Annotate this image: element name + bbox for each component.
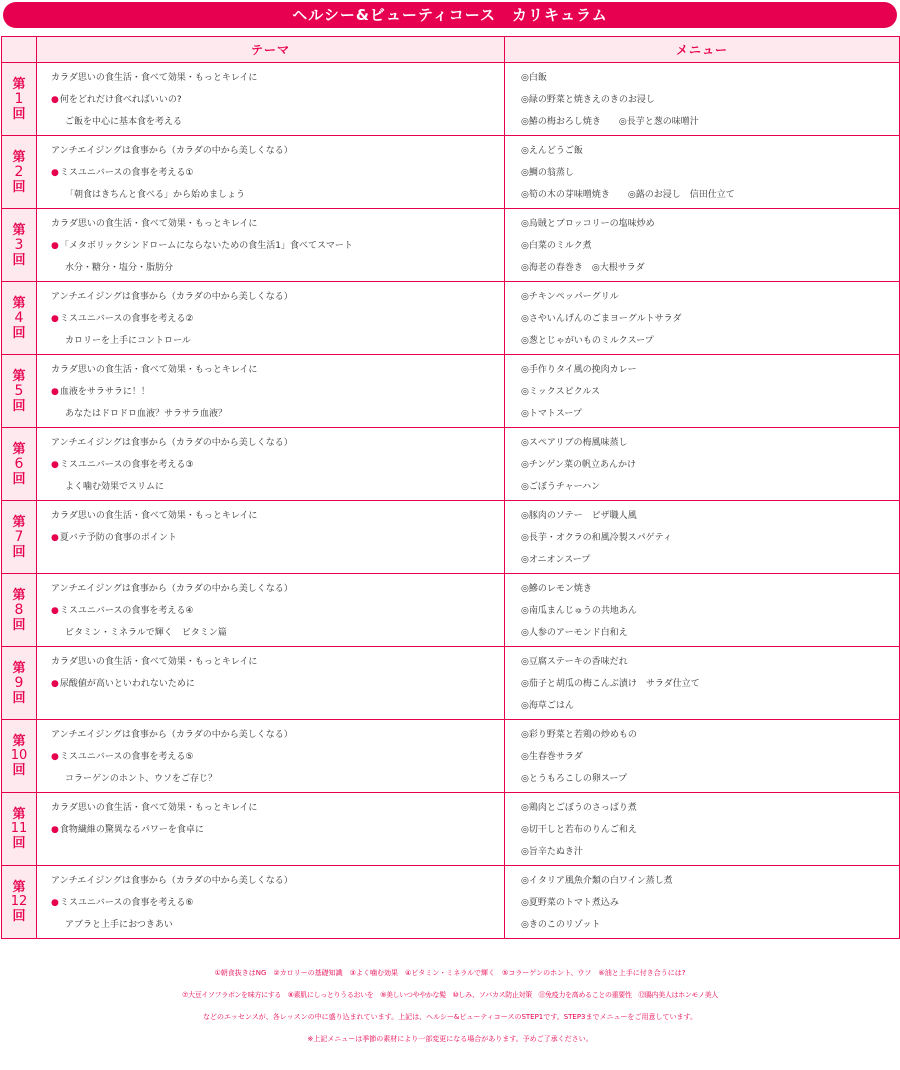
theme-category: アンチエイジングは食事から（カラダの中から美しくなる） — [51, 730, 293, 740]
menu-item: ◎切干しと若布のりんご和え — [521, 825, 637, 835]
lesson-number-suffix: 回 — [12, 909, 26, 924]
menu-item: ◎さやいんげんのごまヨーグルトサラダ — [521, 314, 682, 324]
lesson-row — [2, 647, 900, 720]
lesson-number-suffix: 回 — [12, 471, 26, 487]
lesson-theme — [37, 574, 505, 647]
lesson-theme — [37, 428, 505, 501]
menu-item: ◎えんどうご飯 — [521, 146, 583, 156]
lesson-number-prefix: 第 — [12, 441, 26, 457]
lesson-menu — [505, 63, 900, 136]
theme-category: アンチエイジングは食事から（カラダの中から美しくなる） — [51, 438, 293, 448]
lesson-menu — [505, 428, 900, 501]
menu-item: ◎夏野菜のトマト煮込み — [521, 898, 619, 908]
theme-topic: ●ミスユニバースの食事を考える② — [51, 314, 194, 324]
lesson-menu — [505, 355, 900, 428]
lesson-row — [2, 355, 900, 428]
lesson-number-prefix: 第 — [12, 660, 26, 676]
theme-topic: ●ミスユニバースの食事を考える⑤ — [51, 752, 194, 762]
lesson-number-prefix: 第 — [12, 807, 26, 822]
footnote-line: ※上記メニューは季節の素材により一部変更になる場合があります。予めご了承ください。 — [307, 1035, 593, 1043]
menu-item: ◎手作りタイ風の挽肉カレー — [521, 365, 637, 375]
theme-topic: ●尿酸値が高いといわれないために — [51, 679, 195, 689]
theme-topic: ●「メタボリックシンドロームにならないための食生活1」食べてスマート — [51, 241, 353, 251]
course-title: ヘルシー&ビューティコース カリキュラム — [292, 6, 608, 24]
footnote-line: ⑦大豆イソフラボンを味方にする ⑧素肌にしっとりうるおいを ⑨美しいつややかな髪 ⑩しみ、ソバカス防止対策 ⑪免疫力を高めることの重要性 ⑫腸内美人はホンモノ美人 — [182, 991, 718, 999]
theme-detail: ご飯を中心に基本食を考える — [65, 117, 183, 127]
menu-item: ◎南瓜まんじゅうの共地あん — [521, 606, 637, 616]
bullet-icon: ● — [51, 825, 59, 835]
bullet-icon: ● — [51, 387, 59, 397]
theme-category: カラダ思いの食生活・食べて効果・もっとキレイに — [51, 73, 258, 83]
theme-category: アンチエイジングは食事から（カラダの中から美しくなる） — [51, 876, 293, 886]
lesson-number-digit: 1 — [14, 90, 24, 107]
menu-item: ◎ミックスピクルス — [521, 387, 601, 397]
menu-item: ◎オニオンスープ — [521, 555, 591, 565]
lesson-theme — [37, 793, 505, 866]
menu-item: ◎白飯 — [521, 73, 547, 83]
footnote-line: ①朝食抜きはNG ②カロリーの基礎知識 ③よく噛む効果 ④ビタミン・ミネラルで輝く ⑤コラーゲンのホント、ウソ ⑥油と上手に付き合うには? — [214, 969, 686, 977]
menu-item: ◎イタリア風魚介類の白ワイン蒸し煮 — [521, 876, 673, 886]
lesson-number-suffix: 回 — [12, 398, 26, 414]
lesson-number-suffix: 回 — [12, 763, 26, 778]
menu-item: ◎白菜のミルク煮 — [521, 241, 592, 251]
lesson-number-digit: 2 — [14, 163, 24, 180]
lesson-number-digit: 12 — [10, 894, 28, 909]
lesson-number — [2, 866, 37, 939]
lesson-number-digit: 11 — [10, 821, 28, 836]
lesson-theme — [37, 720, 505, 793]
lesson-row — [2, 282, 900, 355]
theme-topic: ●食物繊維の驚異なるパワーを食卓に — [51, 825, 204, 835]
lesson-row — [2, 793, 900, 866]
header-theme: テーマ — [37, 37, 505, 63]
lesson-number — [2, 209, 37, 282]
menu-item: ◎チンゲン菜の帆立あんかけ — [521, 460, 637, 470]
bullet-icon: ● — [51, 606, 59, 616]
menu-item: ◎鰆の梅おろし焼き ◎長芋と葱の味噌汁 — [521, 117, 699, 127]
lesson-number — [2, 647, 37, 720]
menu-item: ◎茄子と胡瓜の梅こんぶ漬け サラダ仕立て — [521, 679, 700, 689]
lesson-menu — [505, 501, 900, 574]
header-corner — [2, 37, 37, 63]
theme-detail: コラーゲンのホント、ウソをご存じ？ — [65, 774, 218, 784]
menu-item: ◎鶏肉とごぼうのさっぱり煮 — [521, 803, 637, 813]
lesson-number-prefix: 第 — [12, 222, 26, 238]
theme-topic: ●ミスユニバースの食事を考える⑥ — [51, 898, 194, 908]
bullet-icon: ● — [51, 168, 59, 178]
lesson-number — [2, 282, 37, 355]
menu-item: ◎豚肉のソテー ピザ職人風 — [521, 511, 637, 521]
lesson-number — [2, 355, 37, 428]
lesson-row — [2, 428, 900, 501]
lesson-number-prefix: 第 — [12, 149, 26, 165]
theme-detail: 水分・糖分・塩分・脂肪分 — [65, 263, 174, 273]
lesson-number-digit: 7 — [14, 528, 24, 545]
bullet-icon: ● — [51, 533, 59, 543]
lesson-number-suffix: 回 — [12, 544, 26, 560]
lesson-number — [2, 136, 37, 209]
menu-item: ◎緑の野菜と焼きえのきのお浸し — [521, 95, 655, 105]
menu-item: ◎彩り野菜と若鶏の炒めもの — [521, 730, 637, 740]
lesson-number — [2, 793, 37, 866]
lesson-theme — [37, 866, 505, 939]
lesson-number-prefix: 第 — [12, 734, 26, 749]
menu-item: ◎海老の春巻き ◎大根サラダ — [521, 263, 645, 273]
lesson-number-suffix: 回 — [12, 252, 26, 268]
menu-item: ◎鰺のレモン焼き — [521, 584, 592, 594]
table-header-row — [2, 37, 900, 63]
lesson-number-suffix: 回 — [12, 617, 26, 633]
menu-item: ◎旨辛たぬき汁 — [521, 847, 583, 857]
bullet-icon: ● — [51, 95, 59, 105]
theme-detail: 「朝食はきちんと食べる」から始めましょう — [65, 190, 246, 200]
menu-item: ◎長芋・オクラの和風冷製スパゲティ — [521, 533, 672, 543]
lesson-number-suffix: 回 — [12, 106, 26, 122]
lesson-row — [2, 209, 900, 282]
theme-detail: よく噛む効果でスリムに — [65, 482, 165, 492]
lesson-number-digit: 4 — [14, 309, 24, 326]
lesson-theme — [37, 647, 505, 720]
lesson-number-suffix: 回 — [12, 836, 26, 851]
lesson-number-digit: 3 — [14, 236, 24, 253]
menu-item: ◎チキンペッパーグリル — [521, 292, 619, 302]
bullet-icon: ● — [51, 752, 59, 762]
theme-category: カラダ思いの食生活・食べて効果・もっとキレイに — [51, 219, 258, 229]
lesson-menu — [505, 720, 900, 793]
footnote-line: などのエッセンスが、各レッスンの中に盛り込まれています。上記は、ヘルシー&ビューティコースのSTEP1です。STEP3までメニューをご用意しています。 — [203, 1013, 697, 1021]
lesson-number-digit: 5 — [14, 382, 24, 399]
menu-item: ◎豆腐ステーキの香味だれ — [521, 657, 628, 667]
theme-category: カラダ思いの食生活・食べて効果・もっとキレイに — [51, 803, 258, 813]
menu-item: ◎人参のアーモンド白和え — [521, 628, 628, 638]
header-menu: メニュー — [505, 37, 900, 63]
lesson-theme — [37, 355, 505, 428]
lesson-number — [2, 574, 37, 647]
theme-detail: アブラと上手におつきあい — [65, 920, 173, 930]
curriculum-table — [1, 36, 900, 939]
theme-detail: カロリーを上手にコントロール — [65, 336, 191, 346]
theme-category: アンチエイジングは食事から（カラダの中から美しくなる） — [51, 292, 293, 302]
lesson-row — [2, 63, 900, 136]
lesson-number-prefix: 第 — [12, 368, 26, 384]
menu-item: ◎きのこのリゾット — [521, 920, 601, 930]
menu-item: ◎筍の木の芽味噌焼き ◎蕗のお浸し 信田仕立て — [521, 190, 735, 200]
bullet-icon: ● — [51, 679, 59, 689]
theme-category: アンチエイジングは食事から（カラダの中から美しくなる） — [51, 584, 293, 594]
theme-category: カラダ思いの食生活・食べて効果・もっとキレイに — [51, 657, 258, 667]
lesson-number-prefix: 第 — [12, 880, 26, 895]
bullet-icon: ● — [51, 314, 59, 324]
lesson-row — [2, 136, 900, 209]
theme-detail: あなたはドロドロ血液？サラサラ血液？ — [65, 409, 228, 419]
menu-item: ◎スペアリブの梅風味蒸し — [521, 438, 628, 448]
lesson-number — [2, 720, 37, 793]
menu-item: ◎鯛の翁蒸し — [521, 168, 574, 178]
menu-item: ◎烏賊とブロッコリーの塩味炒め — [521, 219, 655, 229]
lesson-number-prefix: 第 — [12, 76, 26, 92]
menu-item: ◎ごぼうチャーハン — [521, 482, 601, 492]
lesson-menu — [505, 136, 900, 209]
lesson-number — [2, 501, 37, 574]
lesson-theme — [37, 209, 505, 282]
lesson-number — [2, 63, 37, 136]
lesson-number-suffix: 回 — [12, 325, 26, 341]
lesson-number-prefix: 第 — [12, 295, 26, 311]
lesson-number-digit: 8 — [14, 601, 24, 618]
lesson-number-prefix: 第 — [12, 514, 26, 530]
lesson-menu — [505, 866, 900, 939]
theme-category: アンチエイジングは食事から（カラダの中から美しくなる） — [51, 146, 293, 156]
theme-detail: ビタミン・ミネラルで輝く ビタミン篇 — [65, 628, 227, 638]
lesson-theme — [37, 136, 505, 209]
footnotes — [0, 962, 900, 1050]
lesson-number — [2, 428, 37, 501]
lesson-number-prefix: 第 — [12, 587, 26, 603]
lesson-number-digit: 6 — [14, 455, 24, 472]
lesson-theme — [37, 282, 505, 355]
menu-item: ◎生春巻サラダ — [521, 752, 583, 762]
menu-item: ◎とうもろこしの卵スープ — [521, 774, 627, 784]
theme-topic: ●何をどれだけ食べればいいの? — [51, 95, 182, 105]
theme-topic: ●ミスユニバースの食事を考える① — [51, 168, 194, 178]
lesson-menu — [505, 793, 900, 866]
menu-item: ◎海草ごはん — [521, 701, 574, 711]
bullet-icon: ● — [51, 460, 59, 470]
lesson-menu — [505, 282, 900, 355]
lesson-theme — [37, 63, 505, 136]
lesson-row — [2, 866, 900, 939]
lesson-menu — [505, 209, 900, 282]
lesson-menu — [505, 647, 900, 720]
lesson-menu — [505, 574, 900, 647]
lesson-rows — [2, 63, 900, 939]
lesson-number-suffix: 回 — [12, 179, 26, 195]
theme-topic: ●ミスユニバースの食事を考える④ — [51, 606, 194, 616]
theme-topic: ●ミスユニバースの食事を考える③ — [51, 460, 194, 470]
theme-category: カラダ思いの食生活・食べて効果・もっとキレイに — [51, 365, 258, 375]
course-title-bar — [3, 2, 897, 28]
lesson-row — [2, 501, 900, 574]
lesson-row — [2, 720, 900, 793]
theme-topic: ●夏バテ予防の食事のポイント — [51, 533, 177, 543]
menu-item: ◎葱とじゃがいものミルクスープ — [521, 336, 654, 346]
theme-topic: ●血液をサラサラに！！ — [51, 387, 150, 397]
lesson-number-digit: 9 — [14, 674, 24, 691]
lesson-row — [2, 574, 900, 647]
lesson-number-digit: 10 — [10, 748, 28, 763]
theme-category: カラダ思いの食生活・食べて効果・もっとキレイに — [51, 511, 258, 521]
lesson-number-suffix: 回 — [12, 690, 26, 706]
bullet-icon: ● — [51, 898, 59, 908]
lesson-theme — [37, 501, 505, 574]
bullet-icon: ● — [51, 241, 59, 251]
menu-item: ◎トマトスープ — [521, 409, 582, 419]
